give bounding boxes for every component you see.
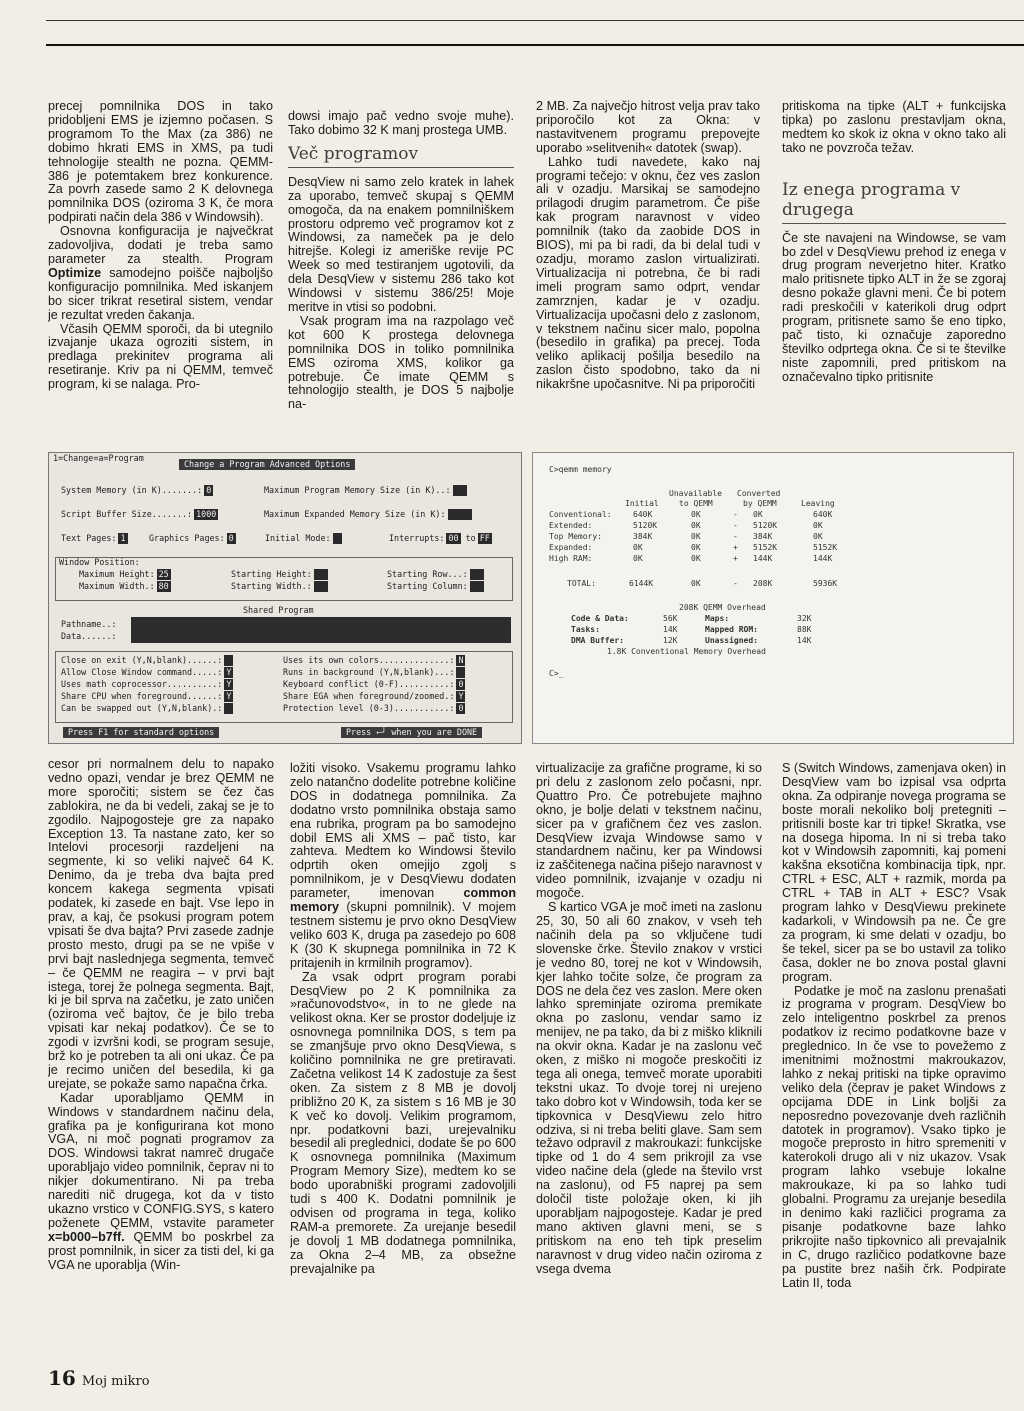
qemm-memory-screenshot <box>532 452 1014 744</box>
overhead-label: Code & Data: <box>571 614 629 623</box>
footer-done-hint: Press ←┘ when you are DONE <box>341 727 482 738</box>
by-qemm: 5152K <box>753 543 778 552</box>
row-name: TOTAL: <box>567 579 596 588</box>
option-row <box>283 655 465 666</box>
paragraph <box>48 1092 274 1273</box>
overhead-value: 14K <box>663 625 678 634</box>
text: ložiti visoko. Vsakemu programu lahko zelo natančno dodelite potrebne količine DOS in dodatnega pomnilnika. Za dodatno vrsto pomnilnika obstaja samo ena rubrika, program pa bo samodejno dobil EMS ali XMS – pač tisto, kar zahteva. Medtem ko Windowsi število odprtih oken omejijo zgolj s pomnilnikom, je v DesqViewu dodaten parameter, imenovan <box>290 762 516 901</box>
overhead-value: 88K <box>797 625 812 634</box>
leaving: 0K <box>813 532 823 541</box>
paragraph <box>48 225 273 322</box>
value: 0 <box>206 485 212 495</box>
header: to QEMM <box>679 499 713 508</box>
label: System Memory (in K).......: <box>61 485 203 495</box>
overhead-value: 12K <box>663 636 678 645</box>
paragraph: 2 MB. Za največjo hitrost velja prav tako priporočilo kot za Okna: v nastavitvenem programu prepovejte uporabo »selitvenih« datotek (swap). <box>536 100 760 155</box>
option-row <box>61 667 233 678</box>
value: 25 <box>158 569 169 579</box>
label: Maximum Height: <box>79 569 155 579</box>
overhead-label: Maps: <box>705 614 730 623</box>
desqview-screenshot <box>48 452 522 744</box>
by-qemm: 5120K <box>753 521 778 530</box>
starting-width-field <box>231 581 328 592</box>
option-row <box>283 691 465 702</box>
footer-f1-hint: Press F1 for standard options <box>63 727 219 738</box>
paragraph: precej pomnilnika DOS in tako pridobljeni EMS je izjemno počasen. S programom To the Max (za 386) ne dobimo hkrati EMS in XMS, pa tudi tehnologije stealth ne pozna. QEMM- 386 je potemtakem brez konkurence. Za povrh zasede samo 2 K delovnega pomnilnika DOS (oziroma 3 K, če mora podpirati način dela 386 v Windowsih). <box>48 100 273 225</box>
value: 00 <box>448 533 459 543</box>
paragraph: Lahko tudi navedete, kako naj programi tečejo: v oknu, čez ves zaslon ali v ozadju. Marsikaj se samodejno prilagodi drugim parametrom. Če piše kak program naravnost v video pomnilnik (tako da zaobide DOS in BIOS), mi pa bi radi, da bi delal tudi v ozadju, moramo zaslon virtualizirati. Virtualizacija ni potrebna, če bi radi imeli program samo odprt, vendar zamrznjen, kadar je v ozadju. Virtualizacija upočasni delo z zaslonom, v tekstnem načinu sicer malo, popolna (besedilo in grafika) pa precej. Toda veliko aplikacij pošilja besedilo na zaslon čisto spodobno, tako da ni nikakršne upočasnitve. Ni pa priporočiti <box>536 154 760 392</box>
label: Close on exit (Y,N,blank)......: <box>61 655 223 665</box>
starting-column-field <box>387 581 484 592</box>
paragraph: Vsak program ima na razpolago več kot 600 K prostega delovnega pomnilnika DOS in toliko pomnilnika EMS oziroma XMS, kolikor ga potrebuje. Če imate QEMM s tehnologijo stealth, je DOS 5 najbolje na- <box>288 313 514 412</box>
label: Maximum Program Memory Size (in K)..: <box>264 485 451 495</box>
option-row <box>61 655 233 666</box>
option-row <box>283 703 465 714</box>
initial: 6144K <box>629 579 654 588</box>
header: by QEMM <box>743 499 777 508</box>
value <box>456 667 465 678</box>
initial: 640K <box>633 510 653 519</box>
to-qemm: 0K <box>691 554 701 563</box>
max-expanded-field <box>264 509 472 520</box>
label: Starting Column: <box>387 581 468 591</box>
initial-mode-field <box>265 533 342 544</box>
text: Osnovna konfiguracija je največkrat zadovoljiva, dodati je treba samo parameter za stealth. Program <box>48 224 273 266</box>
paragraph: Če ste navajeni na Windowse, se vam bo zdel v DesqViewu prehod iz enega v drug program neverjetno hiter. Kratko malo pritisnete tipko ALT in že se zgoraj desno pokaže glavni meni. Če bi potem radi preskočili v katerikoli drug odprt program, pritisnete samo še eno tipko, pač tisto, ki označuje zaporedno številko odprtega okna. Če si te številke niste zapomnili, pred pritiskom na označevalno tipko pritisnite <box>782 230 1006 384</box>
label: Allow Close Window command.....: <box>61 667 223 677</box>
initial: 0K <box>633 554 643 563</box>
script-buffer-field <box>61 509 218 520</box>
system-memory-field <box>61 485 213 496</box>
starting-height-field <box>231 569 328 580</box>
column-3-bottom <box>536 762 762 1358</box>
leaving: 0K <box>813 521 823 530</box>
header: Initial <box>625 499 659 508</box>
option-row <box>61 679 233 690</box>
paragraph: Podatke je moč na zaslonu prenašati iz programa v program. DesqView bo zelo inteligentno poskrbel za prenos podatkov iz recimo podatkovne baze v preglednico. In če vse to povežemo z imenitnimi možnostmi makroukazov, lahko z nekaj pritiski na tipke opravimo veliko dela (čeprav je paket Windows z opcijama DDE in Link boljši za neposredno povezovanje dveh različnih datotek in programov). Vsako tipko je mogoče preprosto in hitro spremeniti v katerokoli drugo ali v niz ukazov. Vsak program lahko vsebuje lokalne makroukaze, ki pa so lahko tudi globalni. Programu za urejanje besedila in denimo kaki različici programa za pisanje podatkovne baze lahko prikrojite našo tipkovnico ali prevajalnik in C, drugo različico podatkovne baze pa pustite brez naših črk. Podpirate Latin II, toda <box>782 983 1006 1290</box>
initial: 0K <box>633 543 643 552</box>
leaving: 640K <box>813 510 833 519</box>
paragraph: dowsi imajo pač vedno svoje muhe). Tako dobimo 32 K manj prostega UMB. <box>288 110 514 137</box>
graphics-pages-field <box>149 533 236 544</box>
to-qemm: 0K <box>691 532 701 541</box>
text: QEMM bo poskrbel za prost pomnilnik, in sicer za tisti del, ki ga VGA ne uporablja (Win- <box>48 1229 274 1272</box>
row-name: Extended: <box>549 521 593 530</box>
to-qemm: 0K <box>691 543 701 552</box>
by-qemm: 384K <box>753 532 773 541</box>
label: Initial Mode: <box>265 533 331 543</box>
overhead-label: Tasks: <box>571 625 600 634</box>
bold-param: x=b000–b7ff. <box>48 1229 125 1244</box>
leaving: 144K <box>813 554 833 563</box>
paragraph: pritiskoma na tipke (ALT + funkcijska tipka) po zaslonu prestavljam okna, medtem ko skok iz okna v okno tako ali tako ne povzroča težav. <box>782 100 1006 155</box>
value-box <box>470 581 484 592</box>
initial: 5120K <box>633 521 658 530</box>
paragraph: S (Switch Windows, zamenjava oken) in DesqView vam bo izpisal vsa odprta okna. Za odpiranje novega programa se boste morali nekoliko bolj pretegniti – pritisnili boste kar tri tipke! Skratka, vse na dosega hipoma. In ni si treba tako kot v Windowsih zapomniti, kaj pomeni kakšna eksotična kombinacija tipk, npr. CTRL + ESC, ALT + razmik, morda pa CTRL + TAB in ALT + ESC? Vsak program lahko v DesqViewu prekinete kadarkoli, v Windowsih pa ne. Če gre za program, ki sme delati v ozadju, bo še tekel, sicer pa se bo ustavil za toliko časa, dokler ne bo znova postal glavni program. <box>782 762 1006 984</box>
column-4-top <box>782 100 1006 435</box>
label: Uses its own colors..............: <box>283 655 455 665</box>
max-width-field <box>79 581 171 592</box>
by-qemm: 0K <box>753 510 763 519</box>
label: Starting Width.: <box>231 581 312 591</box>
section-heading: Več programov <box>288 144 514 168</box>
label: Maximum Expanded Memory Size (in K): <box>264 509 446 519</box>
value: 0 <box>228 533 234 543</box>
value: N <box>458 655 464 665</box>
label: Interrupts: <box>389 533 445 543</box>
value: Y <box>226 667 232 677</box>
value: Y <box>458 691 464 701</box>
value <box>224 655 233 666</box>
option-row <box>283 667 465 678</box>
value: Y <box>226 691 232 701</box>
value-box <box>470 569 484 580</box>
value-box <box>314 581 328 592</box>
label: to <box>465 533 476 543</box>
label: Script Buffer Size.......: <box>61 509 193 519</box>
leaving: 5152K <box>813 543 838 552</box>
label: Protection level (0-3)...........: <box>283 703 455 713</box>
paragraph: cesor pri normalnem delu to napako vedno opazi, vendar je brez QEMM ne more sporočiti; sistem se čez čas zablokira, ne da bi vedeli, zakaj se je to zgodilo. Najpogosteje gre za napako Exception 13. Ta nastane zato, ker so Intelovi procesorji razdeljeni na segmente, ki so veliki največ 64 K. Denimo, da je treba dva bajta pred koncem kakega segmenta vpisati podatek, ki zasede en bajt. Vse lepo in prav, a kaj, če psokusi program potem vpisati še dva bajta? Prvi zasede zadnje prosto mesto, drugi pa se ne vpiše v prvi bajt naslednjega segmenta, temveč – če QEMM ne reagira – v prvi bajt istega, torej že polnega segmenta. Bajt, ki je bil sprva na začetku, je zato uničen (oziroma več bajtov, če je bilo treba vpisati kar nekaj podatkov). Če se to zgodi v izvršni kodi, se program sesuje, brž ko je potreben ta ali oni ukaz. Če pa je recimo uničen del besedila, ki ga urejate, se pokaže samo napačna črka. <box>48 758 274 1091</box>
paragraph: S kartico VGA je moč imeti na zaslonu 25, 30, 50 ali 60 znakov, v vseh teh načinih dela pa so vključene tudi slovenske črke. Število znakov v vrstici je vedno 80, torej ne kot v Windowsih, kjer lahko točite solze, če program za DOS ne dela čez ves zaslon. Mere oken lahko spreminjate oziroma premikate okna po zaslonu, vendar samo iz menijev, ne pa tako, da bi z miško kliknili na okvir okna. Kadar je na zaslonu več oken, z miško ni mogoče preskočiti iz tega ali onega, temveč morate uporabiti tekstni ukaz. To dvoje torej ni urejeno tako dobro kot v Windowsih, toda ker se tipkovnica v DesqViewu zelo hitro odziva, si ni treba beliti glave. Sam sem težavo odpravil z makroukazi: funkcijske tipke od 1 do 4 sem prikrojil za vse video načine dela (glede na število vrst na zaslonu), od F5 naprej pa sem določil tiste položaje oken, ki jih uporabljam najpogosteje. Kadar je pred mano aktiven glavni meni, se s pritiskom na eno teh tipk preselim naravnost v drug video način oziroma z vsega dvema <box>536 900 762 1276</box>
max-height-field <box>79 569 171 580</box>
paragraph: Včasih QEMM sporoči, da bi utegnilo izvajanje ukaza ogroziti sistem, in predlaga prekinitev programa ali resetiranje. Kriv pa ni QEMM, temveč program, ki se nalaga. Pro- <box>48 321 273 392</box>
section-heading: Iz enega programa v drugega <box>782 180 1006 224</box>
initial: 384K <box>633 532 653 541</box>
conventional-overhead: 1.8K Conventional Memory Overhead <box>607 647 766 656</box>
label: Share CPU when foreground......: <box>61 691 223 701</box>
text: (skupni pomnilnik). V mojem testnem sistemu je prvo okno DesqView veliko 603 K, druga pa zasedejo po 608 K (30 K skupnega pomnilnika in 72 K pritajenih in krmilnih programov). <box>290 900 516 970</box>
value-box <box>453 485 467 496</box>
command-line: C>qemm memory <box>549 465 612 474</box>
row-name: Conventional: <box>549 510 612 519</box>
paragraph: Za vsak odprt program porabi DesqView po 2 K pomnilnika za »računovodstvo«, in to ne glede na velikost okna. Ker se prostor dodeljuje iz osnovnega pomnilnika DOS, s tem pa se zmanjšuje prvo okno DesqViewa, s količino pomnilnika ne gre pretiravati. Začetna velikost 14 K zadostuje za šest oken. Za sistem z 8 MB je dovolj približno 20 K, za sistem s 16 MB je 30 K več ko dovolj. Velikim programom, npr. podatkovni bazi, urejevalniku besedil ali preglednici, dodate še po 600 K osnovnega pomnilnika (Maximum Program Memory Size), medtem ko se bodo uporabniški programi zadovoljili tudi s 400 K. Dodatni pomnilnik je odvisen od programa in tega, koliko RAM-a premorete. Za urejanje besedil je dovolj 1 MB dodatnega pomnilnika, za Okna 2–4 MB, za obsežne prevajalnike pa <box>290 969 516 1276</box>
value: 80 <box>158 581 169 591</box>
label: Can be swapped out (Y,N,blank).: <box>61 703 223 713</box>
overhead-label: DMA Buffer: <box>571 636 624 645</box>
op: + <box>733 543 738 552</box>
value-box <box>314 569 328 580</box>
overhead-value: 56K <box>663 614 678 623</box>
value: 0 <box>458 679 464 689</box>
label: Starting Height: <box>231 569 312 579</box>
header: Unavailable <box>669 489 722 498</box>
paragraph: virtualizacije za grafične programe, ki so pri delu z zaslonom zelo počasni, npr. Quattro Pro. Če potrebujete majhno okno, je bolje delati v tekstnem načinu, sicer pa v grafičnem čez ves zaslon. DesqView izvaja Windowse samo v standardnem načinu, ker pa Windowsi iz zaščitenega načina pišejo naravnost v video pomnilnik, izvajanje v ozadju ni mogoče. <box>536 762 762 901</box>
option-row <box>61 691 233 702</box>
value: FF <box>479 533 490 543</box>
to-qemm: 0K <box>691 521 701 530</box>
overhead-title: 208K QEMM Overhead <box>679 603 766 612</box>
label: Maximum Width.: <box>79 581 155 591</box>
shared-program-input <box>131 617 511 643</box>
header: Converted <box>737 489 781 498</box>
op: - <box>733 579 738 588</box>
bold-term: common memory <box>290 886 516 915</box>
value <box>224 703 233 714</box>
label: Text Pages: <box>61 533 117 543</box>
overhead-label: Mapped ROM: <box>705 625 758 634</box>
value: 1 <box>120 533 126 543</box>
value-box <box>448 509 472 520</box>
max-program-memory-field <box>264 485 467 496</box>
text-pages-field <box>61 533 128 544</box>
option-row <box>283 679 465 690</box>
page-folio <box>48 1366 150 1390</box>
interrupts-field <box>389 533 492 544</box>
text: samodejno poišče najboljšo konfiguracijo pomnilnika. Med iskanjem bo sicer trikrat resetiral sistem, vendar je rezultat vreden čakanja. <box>48 265 273 322</box>
paragraph <box>290 762 516 971</box>
value-box <box>333 533 342 544</box>
to-qemm: 0K <box>691 510 701 519</box>
op: - <box>733 521 738 530</box>
window-position-label: Window Position: <box>59 557 140 567</box>
value: 0 <box>458 703 464 713</box>
value: 1000 <box>196 509 217 519</box>
row-name: High RAM: <box>549 554 593 563</box>
option-row <box>61 703 233 714</box>
leaving: 5936K <box>813 579 838 588</box>
label: Starting Row...: <box>387 569 468 579</box>
op: + <box>733 554 738 563</box>
column-4-bottom <box>782 762 1006 1358</box>
row-name: Expanded: <box>549 543 593 552</box>
page-number: 16 <box>48 1366 76 1390</box>
pathname-label: Pathname..: <box>61 619 117 629</box>
paragraph: DesqView ni samo zelo kratek in lahek za uporabo, temveč skupaj s QEMM omogoča, da na enakem pomnilniškem prostoru odpremo več programov kot z Windowsi, za nameček pa je delo hitrejše. Kolegi iz ameriške revije PC Week so med testiranjem ugotovili, da dela DesqView v sistemu 286 tako kot Windowsi v sistemu 386/25! Moje meritve in vtisi so podobni. <box>288 174 514 314</box>
to-qemm: 0K <box>691 579 701 588</box>
overhead-value: 32K <box>797 614 812 623</box>
data-label: Data......: <box>61 631 117 641</box>
label: Uses math coprocessor..........: <box>61 679 223 689</box>
column-1-bottom <box>48 758 274 1354</box>
column-2-bottom <box>290 762 516 1358</box>
column-2-top <box>288 110 514 443</box>
top-rule <box>46 20 1024 21</box>
options-header: Change a Program Advanced Options <box>179 459 355 470</box>
label: Share EGA when foreground/zoomed.: <box>283 691 455 701</box>
starting-row-field <box>387 569 484 580</box>
label: Graphics Pages: <box>149 533 225 543</box>
label: Keyboard conflict (0-F)..........: <box>283 679 455 689</box>
column-1-top <box>48 100 273 435</box>
by-qemm: 144K <box>753 554 773 563</box>
value: Y <box>226 679 232 689</box>
text: Kadar uporabljamo QEMM in Windows v standardnem načinu dela, grafika pa je konfigurirana kot mono VGA, ni moč pognati programov za DOS. Windowsi takrat namreč drugače uporabljajo video pomnilnik, čeprav ni to nikjer dokumentirano. Ni pa treba narediti nič drugega, kot da v tisto ukazno vrstico v CONFIG.SYS, s katero poženete QEMM, vstavite parameter <box>48 1090 274 1230</box>
header: Leaving <box>801 499 835 508</box>
column-3-top <box>536 100 760 435</box>
op: - <box>733 510 738 519</box>
row-name: Top Memory: <box>549 532 602 541</box>
overhead-value: 14K <box>797 636 812 645</box>
shared-program-label: Shared Program <box>243 605 314 615</box>
magazine-name: Moj mikro <box>81 1374 150 1389</box>
header-rule <box>46 44 1024 46</box>
prompt: C>_ <box>549 669 564 678</box>
window-title: 1=Change=a=Program <box>53 453 144 463</box>
by-qemm: 208K <box>753 579 773 588</box>
label: Runs in background (Y,N,blank)...: <box>283 667 455 677</box>
overhead-label: Unassigned: <box>705 636 758 645</box>
bold-term: Optimize <box>48 265 102 280</box>
op: - <box>733 532 738 541</box>
